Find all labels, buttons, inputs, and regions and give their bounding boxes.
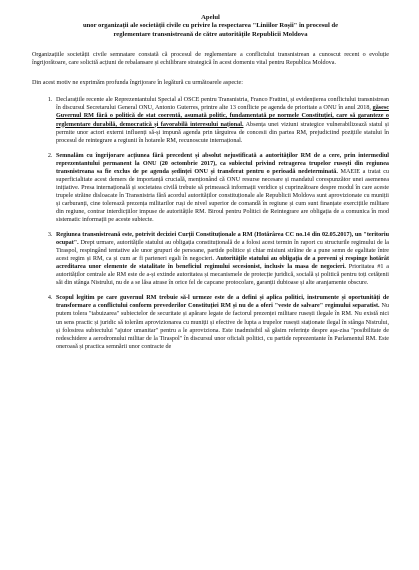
concern-3-segment-3: Autoritățile statului au obligația de a preveni și respinge hotărât acreditarea unor elemente de statalitate în beneficiul regimului secesionist, inclusiv la masa de negocieri. (56, 256, 389, 271)
document-title (32, 14, 389, 39)
concern-3-segment-4: Prioritatea #1 a autorităților centrale ale RM este de a-și extinde autoritatea și mecanismele de protecție juridică, socială și politică pentru toți cetățenii săi din stânga Nistrului, nu de a se lăsa atrase în orice fel de capcane protocolare, garanții dubioase și alte aranjamente obscure. (56, 264, 389, 287)
concern-4-segment-1: Scopul legitim pe care guvernul RM trebuie să-l urmeze este de a defini și aplica politici, instrumente și oportunități de transformare a conflictului conform prevederilor Constituției RM și nu de a oferi "veste de salvare" regimului separatist. (56, 295, 389, 310)
concern-3-segment-2: Drept urmare, autoritățile statului au obligația constituțională de a folosi acest termin în raport cu structurile regimului de la Tiraspol, respingând tentative ale unor grupuri de persoane, partide politice și chiar misiuni străine de a pune semn de egalitate între acest regim și RM, ca și cum ar fi parteneri egali în negocieri. (56, 240, 389, 263)
concern-item-3 (54, 231, 389, 287)
title-line-2: unor organizații ale societății civile cu privire la respectarea "Liniilor Roșii" în procesul de (82, 22, 339, 30)
concern-2-segment-1: Semnalăm cu îngrijorare acțiunea fără precedent și absolut nejustificată a autorităților RM de a cere, prin intermediul reprezentantului permanent la ONU (20 octombrie 2017), ca subiectul privind retragerea trupelor rusești din regiunea transnistreana sa fie exclus de pe agenda ședinței ONU și transferat pentru o perioadă nedeterminată. (56, 152, 389, 175)
concern-4-segment-2: Nu putem tolera "tabuizarea" subiectelor de securitate și apărare legate de factorul prezenței militare rusești ilegale în RM. Nu există nici un sens practic și juridic să tolerăm aprovizionarea cu muniții și efective de lupta a trupelor rusești staționate ilegal în stânga Nistrului, și folosirea subiectului "ajutor umanitar" pentru a le aproviziona. Este inadmisibil să găsim referințe despre așa-zisa "posibilitate de redeschidere a aerodromului militar de la Tiraspol" în discursul unor oficiali politici, cu partide reprezentante în Parlamentul RM. Este oneroasă și practica semnării unor contracte de (56, 303, 389, 350)
title-line-3: reglementare transnistreană de către autoritățile Republicii Moldova (113, 30, 308, 38)
concern-1-segment-1: Declarațiile recente ale Reprezentantului Special al OSCE pentru Transnistria, Franco Frattini, și evidențierea conflictului transnistrean în discursul Secretarului General ONU, Antonio Guterres, printre alte 13 conflicte pe agenda de prioritate a ONU în anul 2018, (56, 97, 389, 112)
concern-item-4 (54, 294, 389, 350)
concerns-list (32, 96, 389, 350)
concern-1-segment-3: Absența unei viziuni strategice vulnerabilizează statul și permite unor actori externi influenți să-și impună agenda prin târguirea de concesii din partea RM, prejudiciind pozițiile statului în procesul de reintegrare a regiunii în hotarele RM, recunoscute internațional. (56, 121, 389, 144)
concern-item-2 (54, 152, 389, 224)
concern-3-segment-1: Regiunea transnistreană este, potrivit deciziei Curții Constituționale a RM (Hotărârea CC no.14 din 02.05.2017), un "teritoriu ocupat". (56, 232, 389, 247)
concern-item-1 (54, 96, 389, 144)
lead-sentence: Din acest motiv ne exprimăm profunda îngrijorare în legătură cu următoarele aspecte: (32, 80, 243, 87)
intro-paragraph: Organizațiile societății civile semnatare constată că procesul de reglementare a conflictului transnistrean a cunoscut recent o evoluție îngrijorătoare, care solicită acțiuni de rebalansare și echilibrare strategică în acest domeniu vital pentru Republica Moldova. (32, 52, 389, 67)
title-line-1: Apelul (201, 14, 220, 21)
concern-2-segment-2: MAEIE a tratat cu superficialitate acest demers de importanță crucială, menționând că ONU resurse necesare și mandatul corespunzător unei asemenea inițiative. Presa internațională și societatea civilă trebuie să primească informații veridice și cuprinzătoare despre modul în care aceste trupele străine disloacate în Transnistria fără acordul autorităților constituționale ale Republicii Moldova sunt aprovizionate cu muniții și carburanți, cine tolerează prezența militarilor ruși de nivel superior de comandă în regiune și cum sunt finanțate exercițiile militare din regiune, contrar interdicțiilor impuse de autoritățile RM. Biroul pentru Politici de Reintegrare are obligația de a comunica în mod sistematic informații pe aceste subiecte. (56, 168, 389, 224)
concern-1-segment-2: găsesc Guvernul RM fără o politică de stat coerentă, asumată politic, fundamentată pe normele Constituției, care să garanteze o reglementare durabilă, democratică și favorabilă interesului național. (56, 105, 389, 128)
